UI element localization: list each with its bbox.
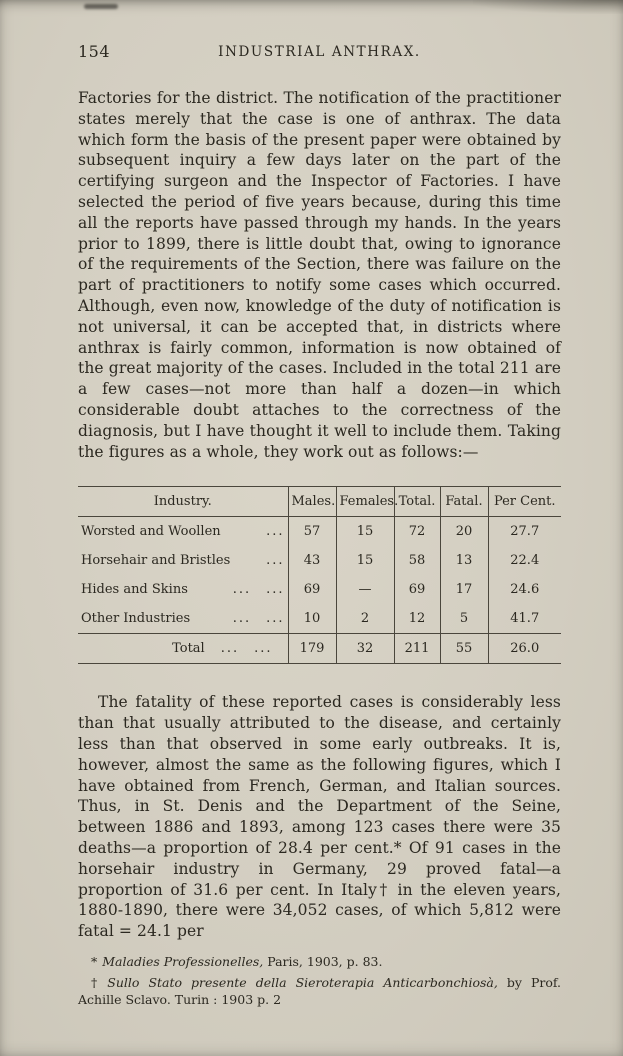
industry-label: Hides and Skins (81, 582, 188, 598)
females-cell: — (336, 575, 394, 604)
running-title: INDUSTRIAL ANTHRAX. (218, 44, 421, 60)
paragraph-1: Factories for the district. The notification of the practitioner states merely that the case is one of anthrax. The data which form the basis of the present paper were obtained by subsequent inquiry a few days later on the part of the certifying surgeon and the Inspector of Factories. I have selected the period of five years because, during this time all the reports have passed through my hands. In the years prior to 1899, there is little doubt that, owing to ignorance of the requirements of the Section, there was failure on the part of practitioners to notify some cases which occurred. Although, even now, knowledge of the duty of notification is not universal, it can be accepted that, in districts where anthrax is fairly common, information is now obtained of the great majority of the cases. Included in the total 211 are a few cases—not more than half a dozen—in which considerable doubt attaches to the correctness of the diagnosis, but I have thought it well to include them. Taking the figures as a whole, they work out as follows:— (78, 89, 561, 461)
table-header-row (78, 487, 561, 517)
footnote-text: Paris, 1903, p. 83. (263, 953, 383, 969)
footnote-title: Maladies Professionelles, (102, 953, 264, 969)
page-number: 154 (78, 42, 111, 61)
females-cell: 32 (336, 634, 394, 664)
males-cell: 179 (288, 634, 336, 664)
dot-leader: ... ... (232, 582, 285, 598)
males-cell: 10 (288, 604, 336, 634)
industry-label: Horsehair and Bristles (81, 553, 231, 569)
industry-cell (78, 575, 288, 604)
females-cell: 15 (336, 517, 394, 547)
dot-leader: ... ... (232, 611, 285, 627)
paragraph-2: The fatality of these reported cases is considerably less than that usually attributed to the disease, and certainly less than that observed in some early outbreaks. It is, however, almost the same as the following figures, which I have obtained from French, German, and Italian sources. Thus, in St. Denis and the Department of the Seine, between 1886 and 1893, among 123 cases there were 35 deaths—a proportion of 28.4 per cent.* Of 91 cases in the horsehair industry in Germany, 29 proved fatal—a proportion of 31.6 per cent. In Italy† in the eleven years, 1880-1890, there were 34,052 cases, of which 5,812 were fatal = 24.1 per (78, 693, 561, 941)
percent-cell: 22.4 (488, 546, 561, 575)
industry-cell (78, 634, 288, 664)
footnotes (78, 954, 561, 1009)
fatal-cell: 20 (440, 517, 488, 547)
males-cell: 43 (288, 546, 336, 575)
industry-cell (78, 546, 288, 575)
col-header-total: Total. (394, 487, 440, 517)
industry-label: Other Industries (81, 611, 191, 627)
scan-artifact-top-left (84, 4, 118, 9)
percent-cell: 26.0 (488, 634, 561, 664)
footnote-marker: † (91, 975, 103, 991)
table-row (78, 517, 561, 547)
total-cell: 69 (394, 575, 440, 604)
total-cell: 72 (394, 517, 440, 547)
table-row (78, 575, 561, 604)
industry-cell (78, 517, 288, 547)
total-label: Total (172, 641, 205, 657)
anthrax-cases-table (78, 486, 561, 664)
col-header-males: Males. (288, 487, 336, 517)
table-total-row (78, 634, 561, 664)
col-header-percent: Per Cent. (488, 487, 561, 517)
fatal-cell: 13 (440, 546, 488, 575)
footnote-title: Sullo Stato presente della Sieroterapia Anticarbonchiosà, (107, 975, 498, 991)
fatal-cell: 17 (440, 575, 488, 604)
males-cell: 69 (288, 575, 336, 604)
fatal-cell: 5 (440, 604, 488, 634)
col-header-industry: Industry. (78, 487, 288, 517)
table-row (78, 546, 561, 575)
scan-artifact-top-right (473, 0, 623, 14)
table-row (78, 604, 561, 634)
col-header-females: Females. (336, 487, 394, 517)
total-cell: 211 (394, 634, 440, 664)
page-header (78, 42, 561, 64)
fatal-cell: 55 (440, 634, 488, 664)
dot-leader: ... ... (220, 641, 273, 657)
total-cell: 58 (394, 546, 440, 575)
percent-cell: 24.6 (488, 575, 561, 604)
females-cell: 2 (336, 604, 394, 634)
industry-label: Worsted and Woollen (81, 524, 221, 540)
dot-leader: ... (266, 553, 285, 569)
footnote-marker: * (91, 953, 98, 969)
footnote-1 (78, 954, 561, 971)
percent-cell: 27.7 (488, 517, 561, 547)
dot-leader: ... (266, 524, 285, 540)
col-header-fatal: Fatal. (440, 487, 488, 517)
industry-cell (78, 604, 288, 634)
percent-cell: 41.7 (488, 604, 561, 634)
males-cell: 57 (288, 517, 336, 547)
females-cell: 15 (336, 546, 394, 575)
footnote-2 (78, 975, 561, 1008)
footnote-text: by Prof. Achille Sclavo. Turin : 1903 p. 2 (78, 975, 562, 1007)
total-cell: 12 (394, 604, 440, 634)
